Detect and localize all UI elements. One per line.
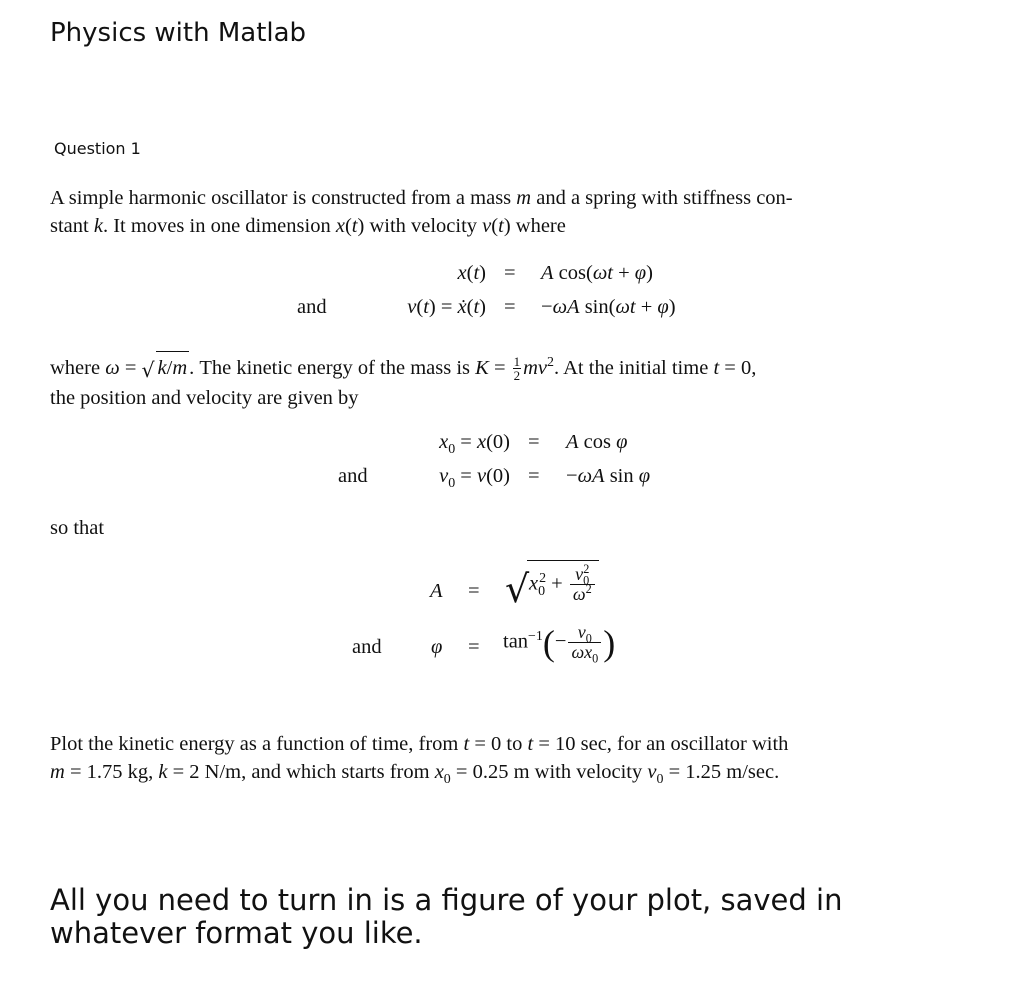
equation-equals-3: = (528, 431, 540, 453)
equation-v-rhs: −ωA sin(ωt + φ) (541, 296, 676, 318)
intro-text-4: . It moves in one dimension (102, 215, 331, 237)
energy-text-2: . The kinetic energy of the mass is (189, 357, 470, 379)
task-text-7: 1.25 m/sec. (685, 761, 780, 783)
equation-equals-4: = (528, 465, 540, 487)
energy-text-4: the position and velocity are given by (50, 386, 359, 409)
intro-text-1: A simple harmonic oscillator is constructed from a mass (50, 187, 512, 209)
equation-A-lhs: A (430, 580, 443, 602)
intro-paragraph: A simple harmonic oscillator is constructed from a mass m and a spring with stiffness con- stant k. It moves in one dimension x(t) with velocity v(t) where (50, 187, 793, 237)
intro-text-6: where (515, 215, 566, 237)
task-text-5: 2 N/m, and which starts from (189, 761, 430, 783)
task-text-6: 0.25 m with velocity (472, 761, 643, 783)
submission-instructions: All you need to turn in is a figure of your plot, saved in whatever format you like. (50, 883, 843, 950)
intro-text-5: with velocity (369, 215, 478, 237)
task-text-2: to (506, 733, 523, 755)
equation-v0-lhs: $v_0 = v(0)$ (439, 465, 510, 492)
equation-equals-5: = (468, 580, 480, 602)
equation-phi-rhs: $\tan^{-1}(-$ $\frac{v_0}{\omega x_0}$ ) (503, 622, 616, 666)
equation-A-rhs: √ $x_0^2$ + $\frac{v_0^2}{\omega^2}$ (505, 560, 599, 605)
equation-equals-6: = (468, 636, 480, 658)
equation-x-rhs: A cos(ωt + φ) (541, 262, 653, 284)
equation-and-label-2: and (338, 465, 368, 487)
equation-x0-rhs: A cos φ (566, 431, 628, 453)
equation-equals-2: = (504, 296, 516, 318)
task-text-4: 1.75 kg, (86, 761, 154, 783)
energy-text-3: . At the initial time (554, 357, 709, 379)
equation-and-label-1: and (297, 296, 327, 318)
equation-v0-rhs: −ωA sin φ (566, 465, 651, 487)
intro-text-2: and a spring with stiffness con- (536, 187, 793, 209)
energy-paragraph: where ω = √ k/m. The kinetic energy of the mass is K = $\frac{1}{2}$ $mv^2$. At the initial time t = 0, the position and velocity are given by (50, 351, 955, 412)
equation-x-lhs: x(t) (457, 262, 486, 284)
task-text-3: 10 sec, for an oscillator with (555, 733, 789, 755)
intro-text-3: stant (50, 215, 89, 237)
equation-equals-1: = (504, 262, 516, 284)
energy-text-1: where (50, 357, 101, 379)
task-paragraph: Plot the kinetic energy as a function of time, from t = 0 to t = 10 sec, for an oscillator with m = 1.75 kg, k = 2 N/m, and which starts from $x_0 = 0.25$ m with velocity $v_0 = 1.25$ m/sec. (50, 733, 789, 788)
equation-phi-lhs: φ (431, 636, 443, 658)
equation-v-lhs: v(t) = ẋ(t) (407, 296, 486, 318)
equation-x0-lhs: $x_0 = x(0)$ (439, 431, 510, 458)
page-title: Physics with Matlab (50, 18, 307, 48)
equation-and-label-3: and (352, 636, 382, 658)
so-that-text: so that (50, 517, 105, 539)
task-text-1: Plot the kinetic energy as a function of time, from (50, 733, 459, 755)
sqrt-omega: √ k/m (142, 351, 190, 382)
question-label: Question 1 (54, 139, 141, 158)
